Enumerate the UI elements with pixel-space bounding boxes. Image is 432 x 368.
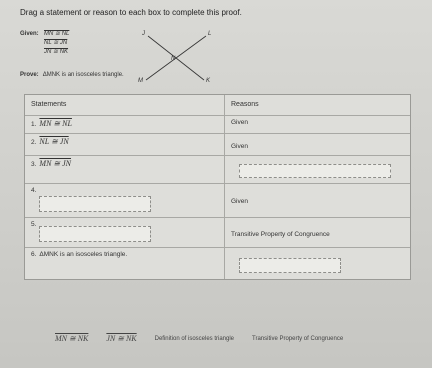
given-statement-2: NL ≅ JN <box>44 40 68 46</box>
proof-table <box>24 94 411 280</box>
given-label: Given: <box>20 31 39 37</box>
header-statements: Statements <box>25 95 225 115</box>
row-number: 4. <box>31 187 37 194</box>
bank-tile[interactable]: Definition of isosceles triangle <box>154 335 235 342</box>
table-row <box>25 155 410 183</box>
given-block <box>20 30 69 57</box>
row-number: 1. <box>31 121 37 128</box>
bank-tile[interactable]: MN ≅ NK <box>55 334 89 343</box>
statement-text: MN ≅ JN <box>39 159 72 168</box>
header-reasons: Reasons <box>231 101 259 108</box>
bank-tile[interactable]: Transitive Property of Congruence <box>252 335 344 342</box>
row-number: 2. <box>31 139 37 146</box>
table-row <box>25 217 410 247</box>
segment-lm <box>146 36 206 80</box>
label-k: K <box>206 78 211 84</box>
row-number: 5. <box>31 221 37 228</box>
prove-label: Prove: <box>20 72 39 78</box>
table-row <box>25 115 410 133</box>
bank-tile[interactable]: JN ≅ NK <box>106 334 137 343</box>
table-row <box>25 183 410 217</box>
reason-drop-box-6[interactable] <box>239 258 341 273</box>
statement-drop-box-5[interactable] <box>39 226 151 242</box>
reason-drop-box-3[interactable] <box>239 164 391 178</box>
table-row <box>25 133 410 155</box>
table-row <box>25 247 410 279</box>
label-l: L <box>208 31 212 37</box>
reason-text: Transitive Property of Congruence <box>231 231 330 238</box>
statement-drop-box-4[interactable] <box>39 196 151 212</box>
statement-text: MN ≅ NL <box>39 119 72 128</box>
reason-text: Given <box>231 198 248 205</box>
table-header <box>25 95 410 115</box>
statement-text: ΔMNK is an isosceles triangle. <box>39 251 128 258</box>
reason-text: Given <box>231 143 248 150</box>
statement-text: NL ≅ JN <box>39 137 69 146</box>
prove-block <box>20 72 124 78</box>
answer-bank <box>52 333 346 344</box>
label-m: M <box>138 78 143 84</box>
given-statement-1: MN ≅ NL <box>44 31 70 37</box>
given-statement-3: JN ≅ NK <box>44 49 69 55</box>
row-number: 6. <box>31 251 37 258</box>
reason-text: Given <box>231 119 248 126</box>
prove-text: ΔMNK is an isosceles triangle. <box>42 72 124 78</box>
instructions: Drag a statement or reason to each box to complete this proof. <box>20 8 242 17</box>
row-number: 3. <box>31 161 37 168</box>
geometry-figure <box>136 26 226 86</box>
label-j: J <box>142 31 145 37</box>
label-n: N <box>171 56 176 62</box>
